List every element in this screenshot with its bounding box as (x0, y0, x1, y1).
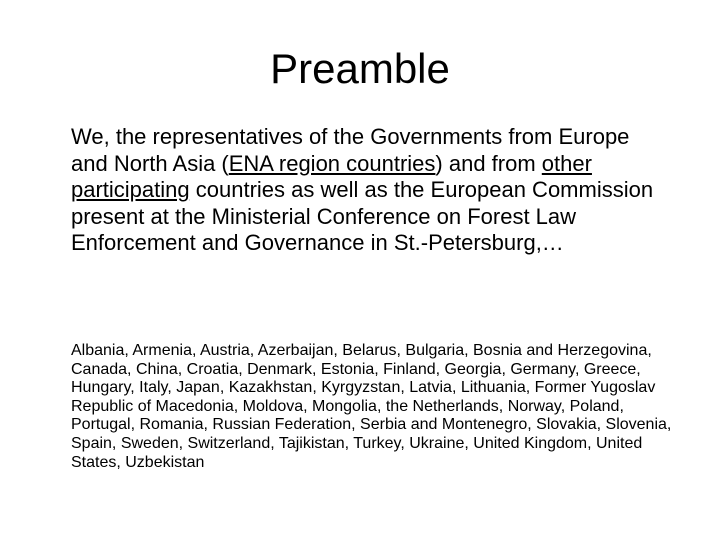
preamble-text-end: countries as well as the European Commission present at the Ministerial Conference on Forest Law Enforcement and Governance in St.-Petersburg,… (71, 177, 654, 255)
preamble-paragraph (71, 124, 661, 257)
other-participating-link[interactable]: other participating (71, 150, 592, 202)
countries-list: Albania, Armenia, Austria, Azerbaijan, Belarus, Bulgaria, Bosnia and Herzegovina, Canada, China, Croatia, Denmark, Estonia, Finland, Georgia, Germany, Greece, Hungary, Italy, Japan, Kazakhstan, Kyrgyzstan, Latvia, Lithuania, Former Yugoslav Republic of Macedonia, Moldova, Mongolia, the Netherlands, Norway, Poland, Portugal, Romania, Russian Federation, Serbia and Montenegro, Slovakia, Slovenia, Spain, Sweden, Switzerland, Tajikistan, Turkey, Ukraine, United Kingdom, United States, Uzbekistan (71, 342, 672, 471)
ena-region-countries-link[interactable]: ENA region countries (228, 150, 436, 176)
preamble-text-middle: ) and from (435, 150, 542, 176)
preamble-text-start: We, the representatives of the Governments from Europe and North Asia ( (71, 124, 630, 176)
slide-title: Preamble (270, 45, 450, 92)
